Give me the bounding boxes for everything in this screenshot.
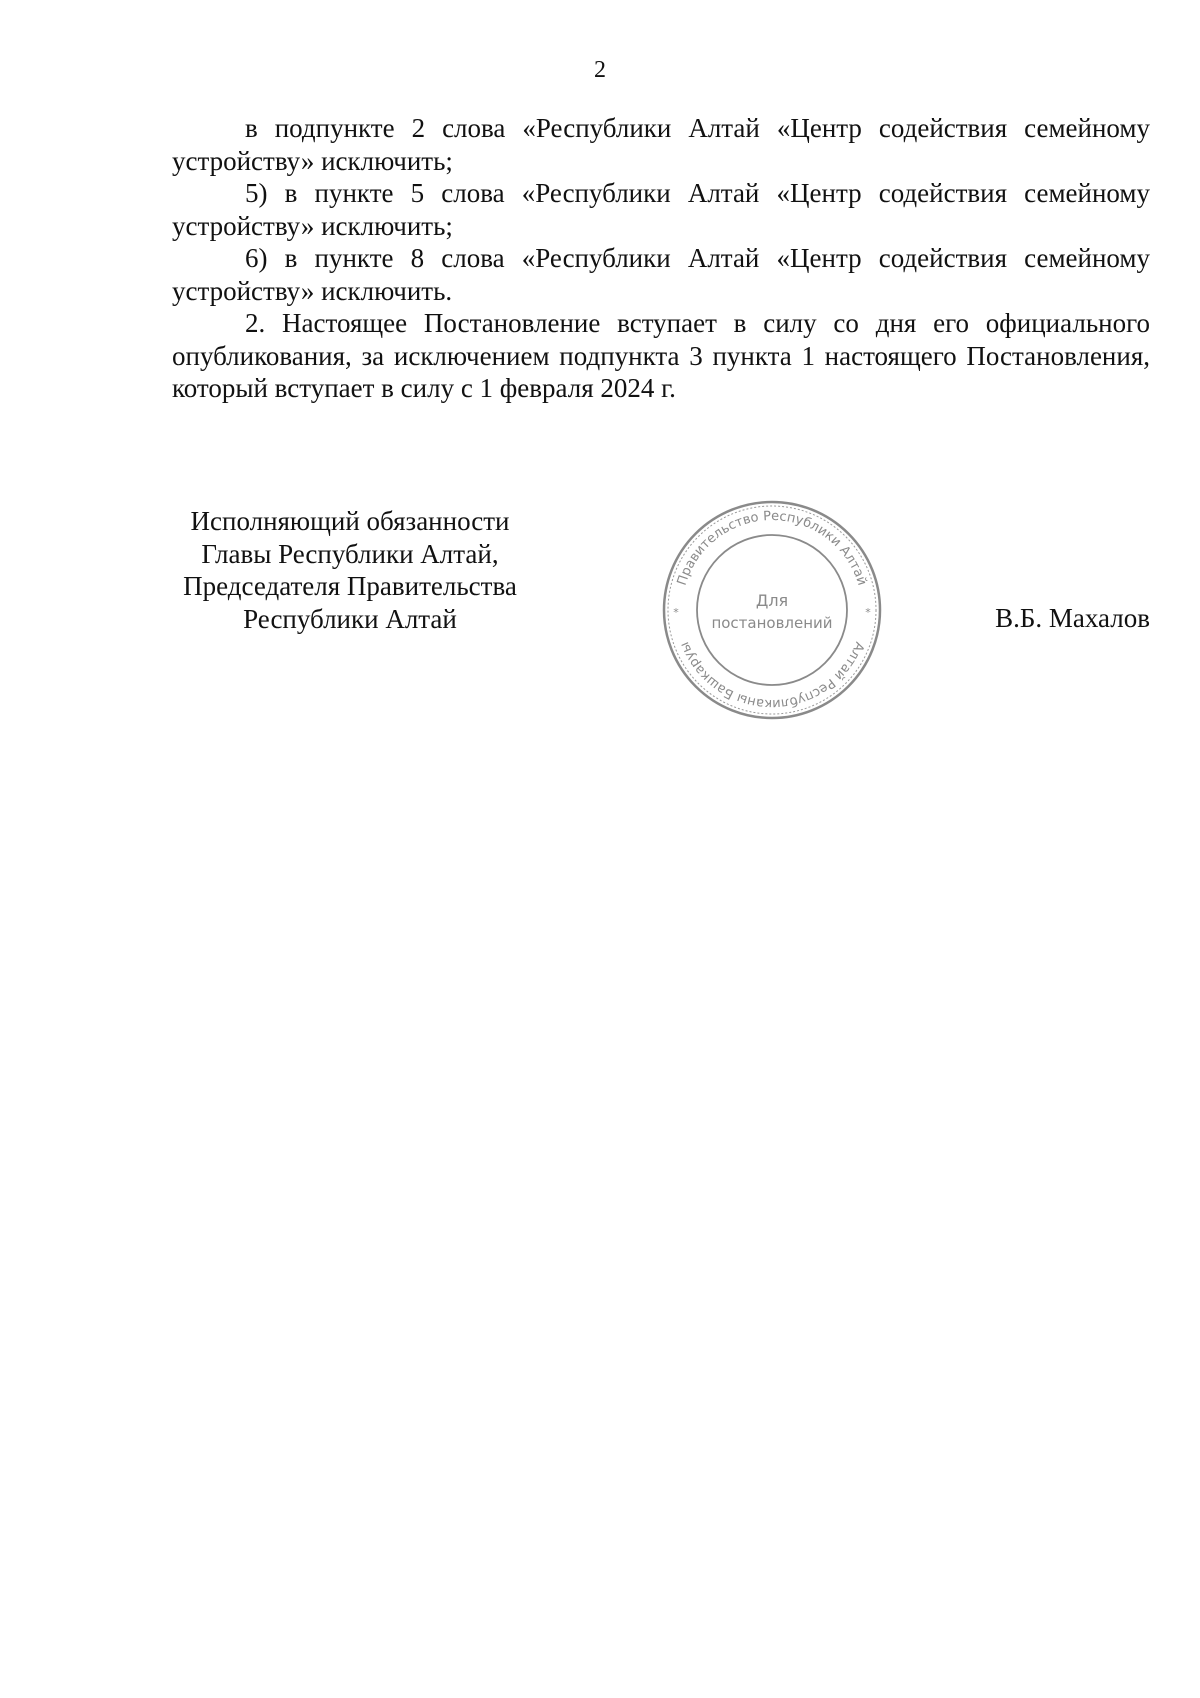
seal-center-line2: постановлений bbox=[711, 614, 833, 632]
seal-bottom-text: Алтай Республиканы Башкаруы bbox=[677, 639, 867, 712]
seal-star-right-icon: * bbox=[865, 606, 871, 619]
signatory-position-line: Главы Республики Алтай, bbox=[201, 538, 499, 569]
paragraph-point-5: 5) в пункте 5 слова «Республики Алтай «Центр содействия семейному устройству» исключить; bbox=[172, 178, 1150, 241]
seal-outer-text: Правительство Республики Алтай bbox=[674, 508, 870, 588]
paragraph-subpoint-2: в подпункте 2 слова «Республики Алтай «Центр содействия семейному устройству» исключить; bbox=[172, 113, 1150, 176]
svg-text:Правительство Республики Алтай bbox=[675, 509, 870, 587]
svg-text:Алтай Республиканы Башкаруы bbox=[677, 639, 866, 711]
signatory-position-line: Председателя Правительства bbox=[183, 571, 517, 601]
signatory-position-line: Исполняющий обязанности bbox=[190, 506, 510, 536]
page-number: 2 bbox=[594, 57, 606, 83]
paragraph-effective-date: 2. Настоящее Постановление вступает в силу со дня его официального опубликования, за исключением подпункта 3 пункта 1 настоящего Постановления, который вступает в силу с 1 февраля 2024 г. bbox=[172, 308, 1150, 403]
document-body bbox=[172, 112, 1150, 405]
signatory-position bbox=[160, 505, 540, 635]
seal-center-line1: Для bbox=[755, 591, 789, 610]
paragraph-point-8: 6) в пункте 8 слова «Республики Алтай «Центр содействия семейному устройству» исключить. bbox=[172, 243, 1150, 306]
seal-star-left-icon: * bbox=[673, 606, 679, 619]
signatory-name: В.Б. Махалов bbox=[995, 603, 1150, 633]
seal-graphic bbox=[660, 498, 884, 722]
signatory-position-line: Республики Алтай bbox=[243, 603, 457, 634]
official-seal bbox=[660, 498, 884, 722]
